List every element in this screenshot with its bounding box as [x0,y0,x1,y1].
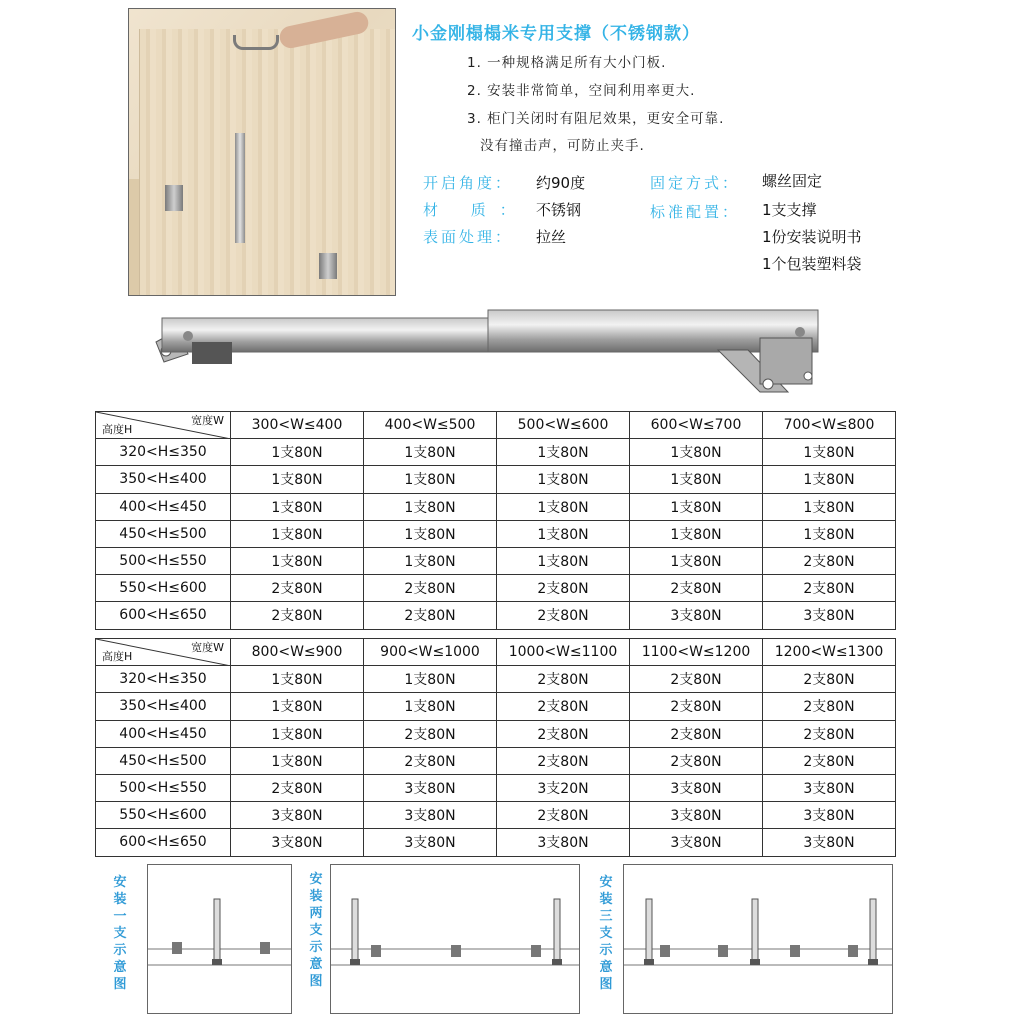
surface-value: 拉丝 [536,228,567,246]
table-cell: 1支80N [364,466,497,493]
table2-width-header: 宽度W [191,641,224,654]
table2-row-header: 500<H≤550 [96,774,231,801]
table1-height-header: 高度H [102,423,133,437]
table-cell: 3支80N [231,802,364,829]
table-cell: 2支80N [364,720,497,747]
table1-col-header: 400<W≤500 [364,412,497,439]
table-cell: 3支80N [763,774,896,801]
table-cell: 3支80N [630,774,763,801]
feature-1: 1. 一种规格满足所有大小门板. [467,55,667,71]
table-row [96,547,896,574]
diagram-two-struts [330,864,580,1014]
product-photo [128,8,396,296]
table-cell: 1支80N [364,547,497,574]
table-cell: 3支80N [231,829,364,856]
table-cell: 1支80N [231,666,364,693]
hinge-right [319,253,337,279]
table2-col-header: 1200<W≤1300 [763,639,896,666]
table-row [96,802,896,829]
table-cell: 1支80N [763,493,896,520]
table2-row-header: 320<H≤350 [96,666,231,693]
table-row [96,520,896,547]
table2-corner [96,639,231,666]
table-cell: 1支80N [630,466,763,493]
diagram-3-drawing [624,865,892,1013]
table-cell: 2支80N [497,802,630,829]
table-cell: 2支80N [763,747,896,774]
table-row [96,493,896,520]
table-cell: 1支80N [231,693,364,720]
config-value-1: 1支支撑 [762,201,817,219]
table-cell: 2支80N [497,693,630,720]
door-handle [233,35,279,50]
table-cell: 2支80N [630,693,763,720]
table-cell: 1支80N [497,493,630,520]
table-cell: 3支80N [497,829,630,856]
table-cell: 2支80N [630,747,763,774]
table-cell: 3支80N [364,774,497,801]
table-cell: 2支80N [763,575,896,602]
table-cell: 1支80N [231,466,364,493]
table-cell: 2支80N [364,602,497,629]
table-cell: 3支80N [763,602,896,629]
table-cell: 3支80N [763,829,896,856]
table-cell: 2支80N [497,747,630,774]
table1-row-header: 600<H≤650 [96,602,231,629]
table2-row-header: 450<H≤500 [96,747,231,774]
diagram-1-label: 安装一支示意图 [113,875,127,992]
table-row [96,747,896,774]
selection-table-1 [95,411,896,630]
installed-strut [235,133,245,243]
table-cell: 1支80N [763,466,896,493]
table-row [96,666,896,693]
table-cell: 2支80N [497,666,630,693]
table2-row-header: 550<H≤600 [96,802,231,829]
table2-col-header: 1100<W≤1200 [630,639,763,666]
feature-2: 2. 安装非常简单，空间利用率更大. [467,83,696,99]
table1-row-header: 450<H≤500 [96,520,231,547]
table2-col-header: 900<W≤1000 [364,639,497,666]
table2-height-header: 高度H [102,650,133,664]
table2-row-header: 600<H≤650 [96,829,231,856]
table-cell: 2支80N [763,666,896,693]
hinge-left [165,185,183,211]
table1-col-header: 700<W≤800 [763,412,896,439]
table1-row-header: 350<H≤400 [96,466,231,493]
diagram-three-struts [623,864,893,1014]
fixing-label: 固定方式： [650,174,741,192]
table-row [96,720,896,747]
diagram-2-drawing [331,865,579,1013]
table-row [96,439,896,466]
table-cell: 1支80N [231,747,364,774]
table-cell: 1支80N [630,520,763,547]
feature-3: 3. 柜门关闭时有阻尼效果，更安全可靠. [467,111,725,127]
table-cell: 3支80N [364,829,497,856]
product-title: 小金刚榻榻米专用支撑（不锈钢款） [412,24,700,44]
table2-col-header: 1000<W≤1100 [497,639,630,666]
table1-row-header: 320<H≤350 [96,439,231,466]
table-row [96,602,896,629]
table-cell: 2支80N [763,547,896,574]
surface-label: 表面处理： [423,228,514,246]
table-cell: 2支80N [497,575,630,602]
table-cell: 3支80N [364,802,497,829]
table-cell: 3支80N [630,802,763,829]
table-row [96,774,896,801]
table-cell: 1支80N [231,439,364,466]
table-row [96,466,896,493]
table1-row-header: 500<H≤550 [96,547,231,574]
table-cell: 1支80N [364,439,497,466]
table-cell: 3支80N [763,802,896,829]
table-cell: 2支80N [763,720,896,747]
material-value: 不锈钢 [536,201,582,219]
table-cell: 1支80N [763,439,896,466]
angle-value: 约90度 [536,174,586,192]
table-row [96,575,896,602]
table-cell: 2支80N [231,602,364,629]
table-cell: 1支80N [497,520,630,547]
angle-label: 开启角度： [423,174,514,192]
table-cell: 1支80N [231,520,364,547]
table1-col-header: 300<W≤400 [231,412,364,439]
table1-corner [96,412,231,439]
table-cell: 1支80N [630,439,763,466]
table1-row-header: 550<H≤600 [96,575,231,602]
table-cell: 1支80N [497,439,630,466]
table1-col-header: 500<W≤600 [497,412,630,439]
table-cell: 1支80N [364,520,497,547]
table2-row-header: 400<H≤450 [96,720,231,747]
table-cell: 3支80N [630,602,763,629]
table-cell: 3支80N [630,829,763,856]
table-cell: 1支80N [231,547,364,574]
table-cell: 3支20N [497,774,630,801]
table-cell: 2支80N [364,747,497,774]
table-cell: 1支80N [630,547,763,574]
table-cell: 1支80N [364,666,497,693]
table-cell: 2支80N [497,602,630,629]
table-cell: 2支80N [231,575,364,602]
config-value-3: 1个包装塑料袋 [762,255,862,273]
table-cell: 1支80N [763,520,896,547]
table-cell: 1支80N [497,547,630,574]
table-cell: 2支80N [630,575,763,602]
door-panel [139,29,396,295]
table2-row-header: 350<H≤400 [96,693,231,720]
table-cell: 1支80N [231,493,364,520]
table-cell: 2支80N [497,720,630,747]
config-value-2: 1份安装说明书 [762,228,862,246]
table-cell: 2支80N [630,666,763,693]
table1-row-header: 400<H≤450 [96,493,231,520]
table-cell: 1支80N [231,720,364,747]
config-label: 标准配置： [650,203,741,221]
diagram-1-drawing [148,865,291,1013]
table-cell: 2支80N [763,693,896,720]
table-cell: 1支80N [364,493,497,520]
table-cell: 2支80N [231,774,364,801]
table-row [96,829,896,856]
strut-product-image [148,296,838,396]
table-cell: 2支80N [364,575,497,602]
selection-table-2 [95,638,896,857]
table1-col-header: 600<W≤700 [630,412,763,439]
table-cell: 1支80N [364,693,497,720]
table-cell: 1支80N [497,466,630,493]
table-cell: 1支80N [630,493,763,520]
feature-3-cont: 没有撞击声，可防止夹手. [480,138,645,154]
diagram-one-strut [147,864,292,1014]
fixing-value: 螺丝固定 [762,172,823,190]
table-cell: 2支80N [630,720,763,747]
material-label: 材 质： [423,201,529,219]
diagram-2-label: 安装两支示意图 [309,872,323,989]
table2-col-header: 800<W≤900 [231,639,364,666]
table1-width-header: 宽度W [191,414,224,427]
diagram-3-label: 安装三支示意图 [599,875,613,992]
table-row [96,693,896,720]
